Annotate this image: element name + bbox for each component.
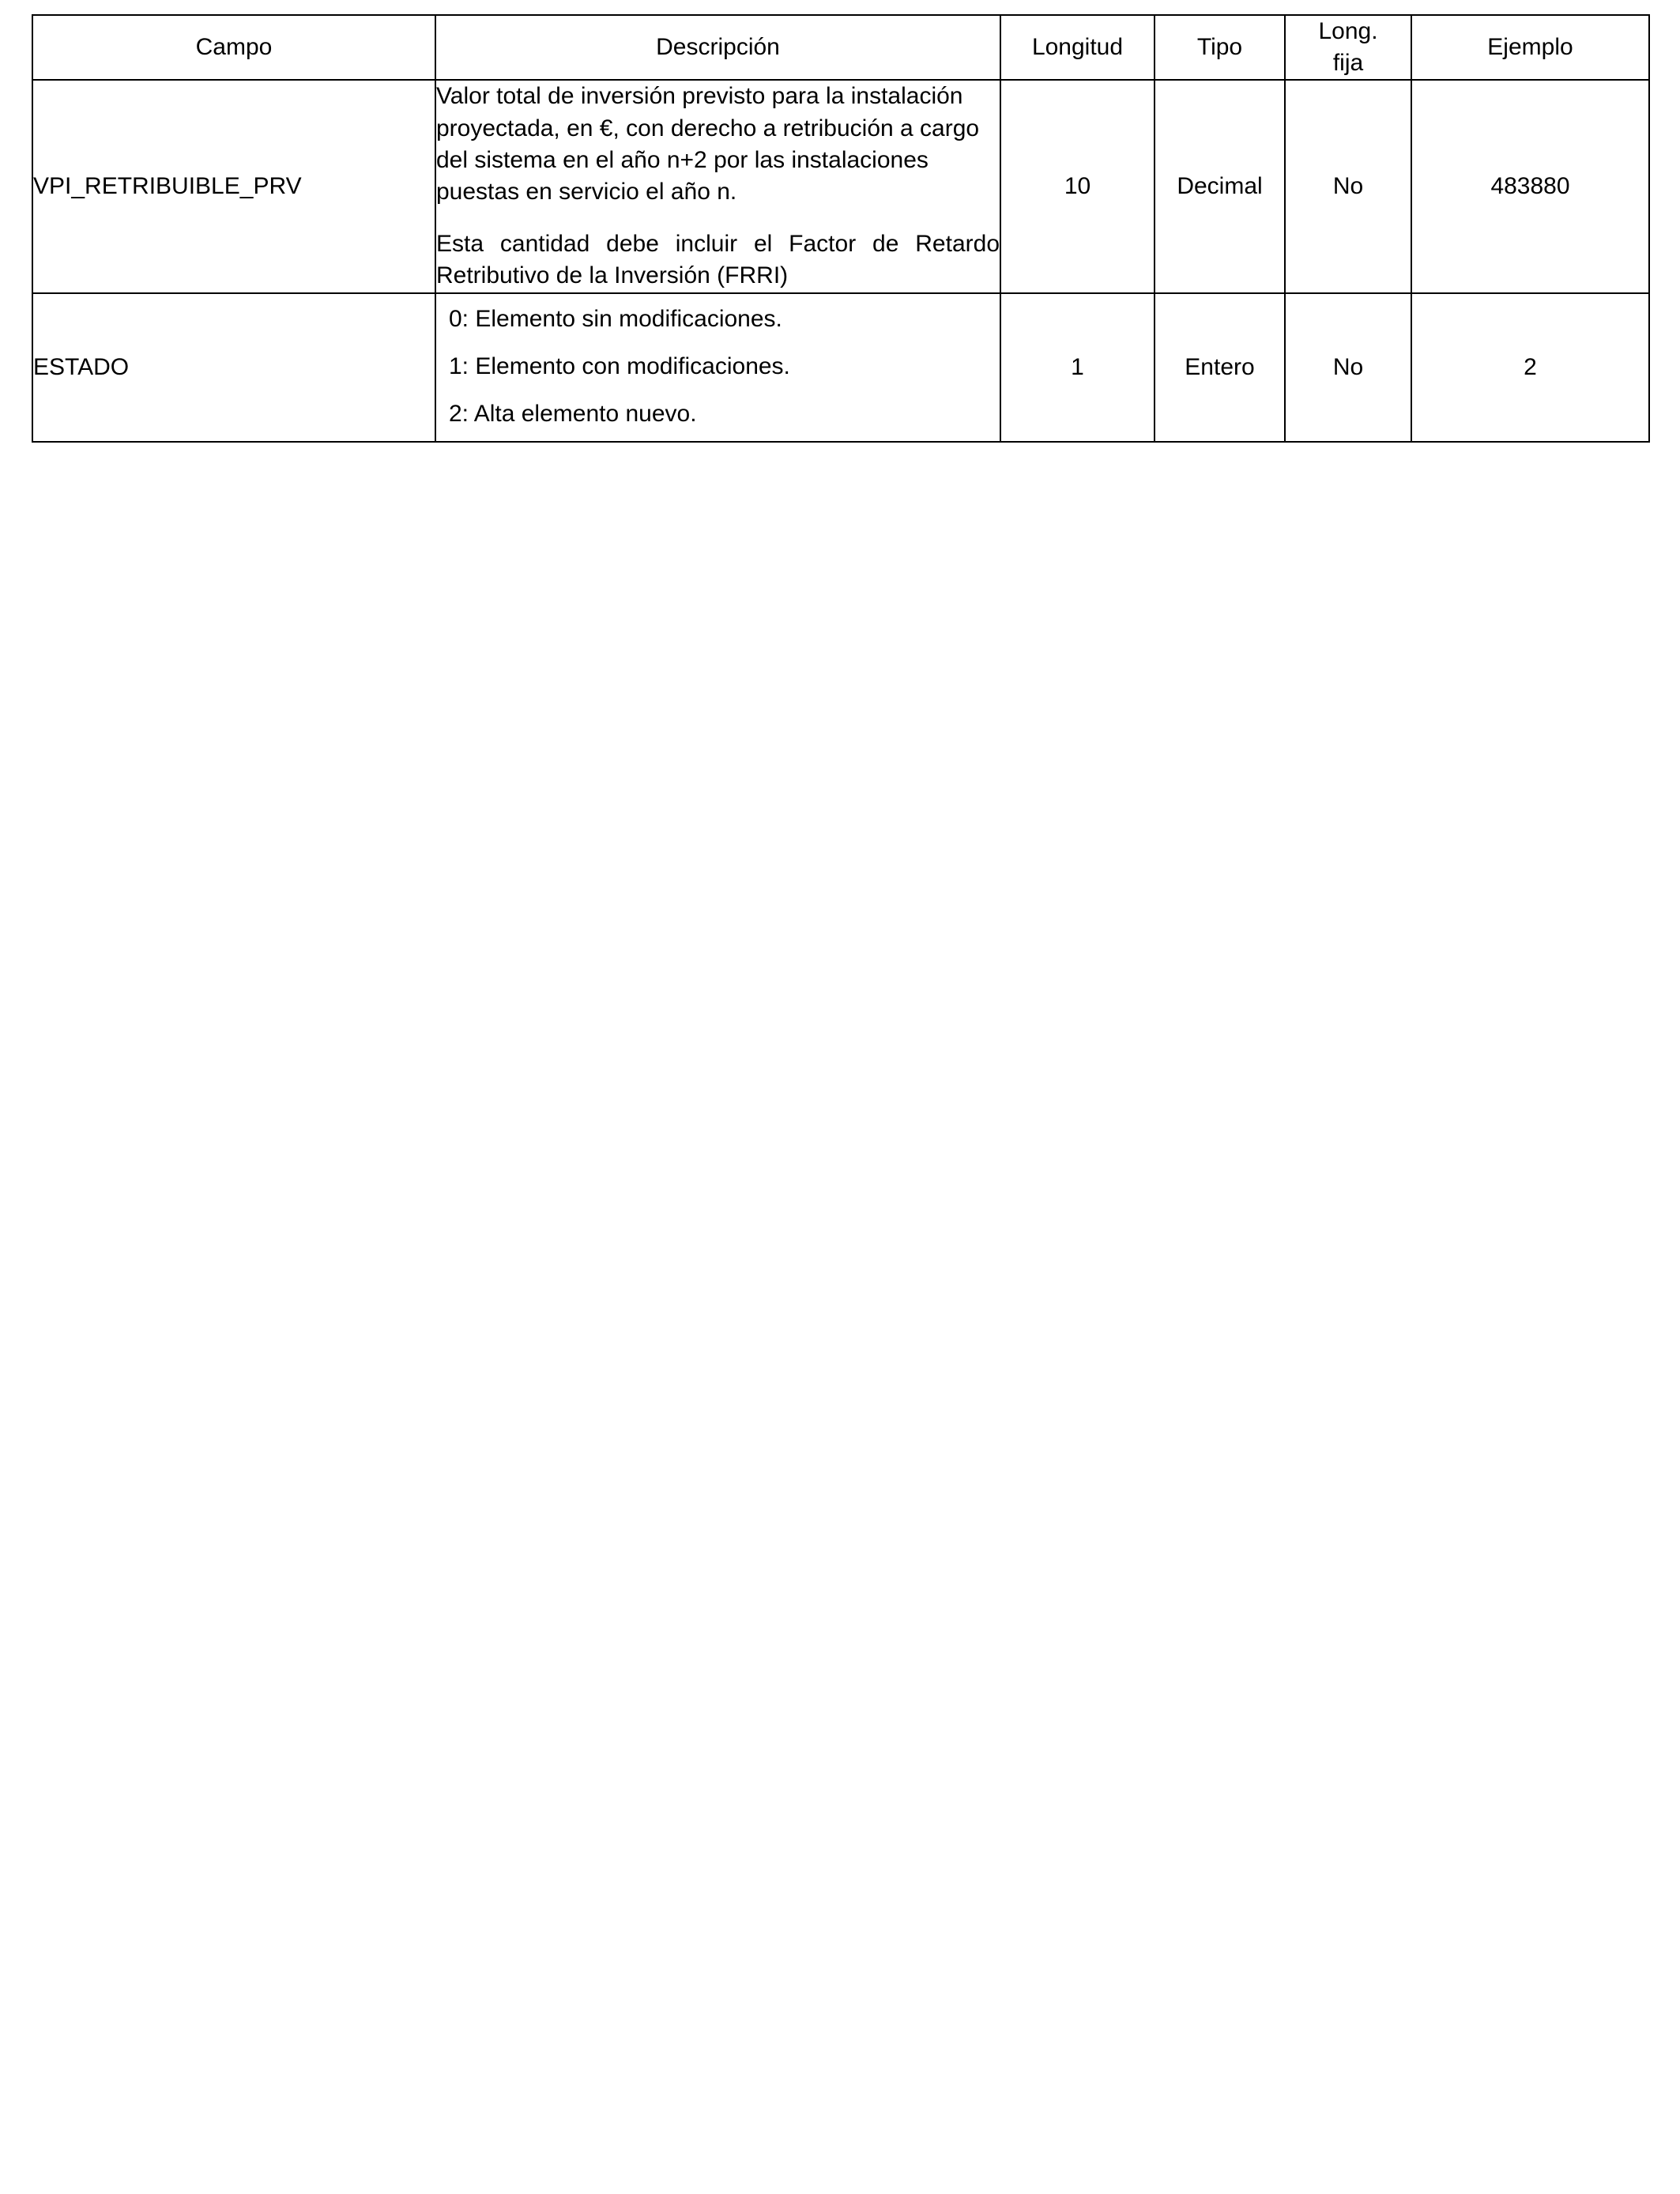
descripcion-line-3: 2: Alta elemento nuevo. [449, 400, 697, 427]
cell-longitud: 1 [1000, 293, 1155, 443]
cell-tipo: Decimal [1155, 80, 1285, 292]
descripcion-line-1: 0: Elemento sin modificaciones. [449, 305, 782, 332]
column-header-tipo: Tipo [1155, 15, 1285, 80]
descripcion-paragraph-2: Esta cantidad debe incluir el Factor de Retardo Retributivo de la Inversión (FRRI) [436, 231, 1000, 289]
cell-tipo: Entero [1155, 293, 1285, 443]
descripcion-paragraph-1: Valor total de inversión previsto para la instalación proyectada, en €, con derecho a retribución a cargo del sistema en el año n+2 por las instalaciones puestas en servicio el año n. [436, 83, 980, 205]
column-header-longitud: Longitud [1000, 15, 1155, 80]
field-spec-table [32, 14, 1650, 443]
cell-long-fija: No [1285, 80, 1411, 292]
cell-ejemplo: 483880 [1411, 80, 1649, 292]
line-spacer [449, 383, 987, 398]
cell-long-fija: No [1285, 293, 1411, 443]
table-row [32, 80, 1649, 292]
column-header-long-fija [1285, 15, 1411, 80]
descripcion-line-2: 1: Elemento con modificaciones. [449, 352, 790, 379]
table-row [32, 293, 1649, 443]
column-header-long-fija-line2: fija [1332, 50, 1364, 77]
cell-campo: ESTADO [32, 293, 435, 443]
table-header-row [32, 15, 1649, 80]
cell-descripcion [435, 293, 1000, 443]
cell-descripcion [435, 80, 1000, 292]
paragraph-spacer [436, 208, 1000, 228]
column-header-descripcion: Descripción [435, 15, 1000, 80]
column-header-campo: Campo [32, 15, 435, 80]
cell-longitud: 10 [1000, 80, 1155, 292]
cell-ejemplo: 2 [1411, 293, 1649, 443]
column-header-ejemplo: Ejemplo [1411, 15, 1649, 80]
cell-campo: VPI_RETRIBUIBLE_PRV [32, 80, 435, 292]
line-spacer [449, 335, 987, 351]
column-header-long-fija-line1: Long. [1318, 18, 1378, 44]
